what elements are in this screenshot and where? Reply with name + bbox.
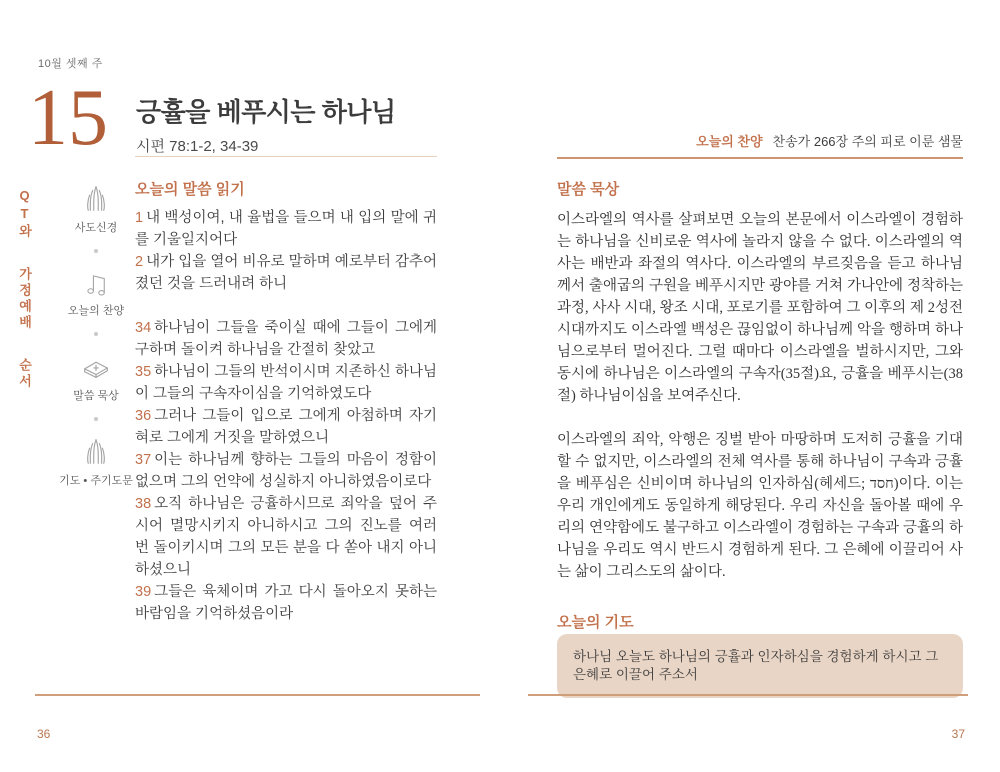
dot-separator xyxy=(94,417,98,421)
page-title: 긍휼을 베푸시는 하나님 xyxy=(136,97,396,127)
meditation-heading: 말씀 묵상 xyxy=(557,181,620,198)
right-header-divider xyxy=(557,157,963,159)
verse-text: 내가 입을 열어 비유로 말하며 예로부터 감추어졌던 것을 드러내려 하니 xyxy=(135,254,437,292)
verse-number: 34 xyxy=(135,320,152,336)
prayer-heading: 오늘의 기도 xyxy=(557,614,634,631)
order-item-label: 기도 • 주기도문 xyxy=(59,475,133,487)
praying-hands-icon xyxy=(79,182,113,216)
verse xyxy=(135,405,437,449)
sidebar-vertical-label: QT와 가정예배 순서 xyxy=(17,188,32,390)
order-item-praise xyxy=(68,267,124,318)
verse-text: 오직 하나님은 긍휼하시므로 죄악을 덮어 주시어 멸망시키지 아니하시고 그의 진노를 여러 번 돌이키시며 그의 모든 분을 다 쏟아 내지 아니하셨으니 xyxy=(135,496,437,578)
verse xyxy=(135,449,437,493)
meditation-paragraph: 이스라엘의 죄악, 악행은 징벌 받아 마땅하며 도저히 긍휼을 기대할 수 없지만, 이스라엘의 전체 역사를 통해 하나님이 구속과 긍휼을 베푸심은 신비이며 하나님의 인자하심(헤세드; חסד)이다. 이는 우리 개인에게도 동일하게 해당된다. 우리 자신을 돌아볼 때에 우리의 연약함에도 불구하고 이스라엘이 경험하는 구속과 긍휼의 하나님을 우리도 역시 반드시 경험하게 된다. 그 은혜에 이끌리어 사는 삶이 그리스도의 삶이다. xyxy=(557,432,963,580)
verse-number: 38 xyxy=(135,496,152,512)
page-number-left: 36 xyxy=(37,727,51,741)
prayer-box: 하나님 오늘도 하나님의 긍휼과 인자하심을 경험하게 하시고 그 은혜로 이끌어 주소서 xyxy=(557,634,963,698)
verse-number: 36 xyxy=(135,408,152,424)
verse-text: 그들은 육체이며 가고 다시 돌아오지 못하는 바람임을 기억하셨음이라 xyxy=(135,584,437,622)
order-item-meditation xyxy=(73,350,119,403)
day-number: 15 xyxy=(28,74,108,162)
footer-line-right xyxy=(528,694,968,696)
verse xyxy=(135,317,437,361)
meditation-section xyxy=(557,178,963,583)
praying-hands-icon xyxy=(79,435,113,469)
order-item-label: 사도신경 xyxy=(74,222,118,234)
week-label: 10월 셋째 주 xyxy=(38,58,103,70)
title-divider xyxy=(135,156,437,157)
verse xyxy=(135,207,437,251)
verse xyxy=(135,251,437,295)
bible-book-icon xyxy=(79,350,113,384)
dot-separator xyxy=(94,249,98,253)
page-number-right: 37 xyxy=(951,727,965,741)
order-item-label: 말씀 묵상 xyxy=(73,390,119,402)
verse-number: 37 xyxy=(135,452,152,468)
worship-order-list xyxy=(58,182,134,488)
verse-text: 이는 하나님께 향하는 그들의 마음이 정함이 없으며 그의 언약에 성실하지 아니하였음이로다 xyxy=(135,452,437,490)
verse-text: 하나님이 그들을 죽이실 때에 그들이 그에게 구하며 돌이켜 하나님을 간절히 찾았고 xyxy=(135,320,437,358)
praise-label: 오늘의 찬양 xyxy=(696,134,763,149)
order-item-label: 오늘의 찬양 xyxy=(67,305,125,317)
scripture-reading-section xyxy=(135,178,437,625)
verse xyxy=(135,493,437,581)
reading-heading: 오늘의 말씀 읽기 xyxy=(135,181,245,198)
verse-number: 39 xyxy=(135,584,152,600)
footer-line-left xyxy=(35,694,480,696)
praise-hymn-title: 찬송가 266장 주의 피로 이룬 샘물 xyxy=(772,134,963,149)
music-notes-icon xyxy=(80,267,112,299)
scripture-reference: 시편 78:1-2, 34-39 xyxy=(136,138,259,155)
verse-number: 1 xyxy=(135,210,144,226)
order-item-prayer xyxy=(59,435,133,488)
today-praise-line xyxy=(557,131,963,150)
verse-text: 그러나 그들이 입으로 그에게 아첨하며 자기 혀로 그에게 거짓을 말하였으니 xyxy=(135,408,437,446)
title-block xyxy=(136,92,456,156)
verse-number: 35 xyxy=(135,364,152,380)
dot-separator xyxy=(94,332,98,336)
verse-text: 내 백성이여, 내 율법을 들으며 내 입의 말에 귀를 기울일지어다 xyxy=(135,210,437,248)
verse xyxy=(135,581,437,625)
verse-number: 2 xyxy=(135,254,144,270)
order-item-apostles-creed xyxy=(75,182,118,235)
verse-text: 하나님이 그들의 반석이시며 지존하신 하나님이 그들의 구속자이심을 기억하였도다 xyxy=(135,364,437,402)
verse-group-gap xyxy=(135,295,437,317)
meditation-paragraph: 이스라엘의 역사를 살펴보면 오늘의 본문에서 이스라엘이 경험하는 하나님을 신비로운 역사에 놀라지 않을 수 없다. 이스라엘의 역사는 배반과 좌절의 역사다. 이스라엘의 부르짖음을 듣고 하나님께서 출애굽의 구원을 베푸시지만 광야를 거쳐 가나안에 정착하는 과정, 사사 시대, 왕조 시대, 포로기를 포함하여 그 이후의 제 2성전 시대까지도 이스라엘 백성은 끊임없이 하나님께 악을 행하며 하나님으로부터 멀어진다. 그럴 때마다 이스라엘을 벌하시지만, 그와 동시에 하나님은 이스라엘의 구속자(35절)요, 긍휼을 베푸시는(38절) 하나님이심을 보여주신다. xyxy=(557,212,963,404)
verse xyxy=(135,361,437,405)
